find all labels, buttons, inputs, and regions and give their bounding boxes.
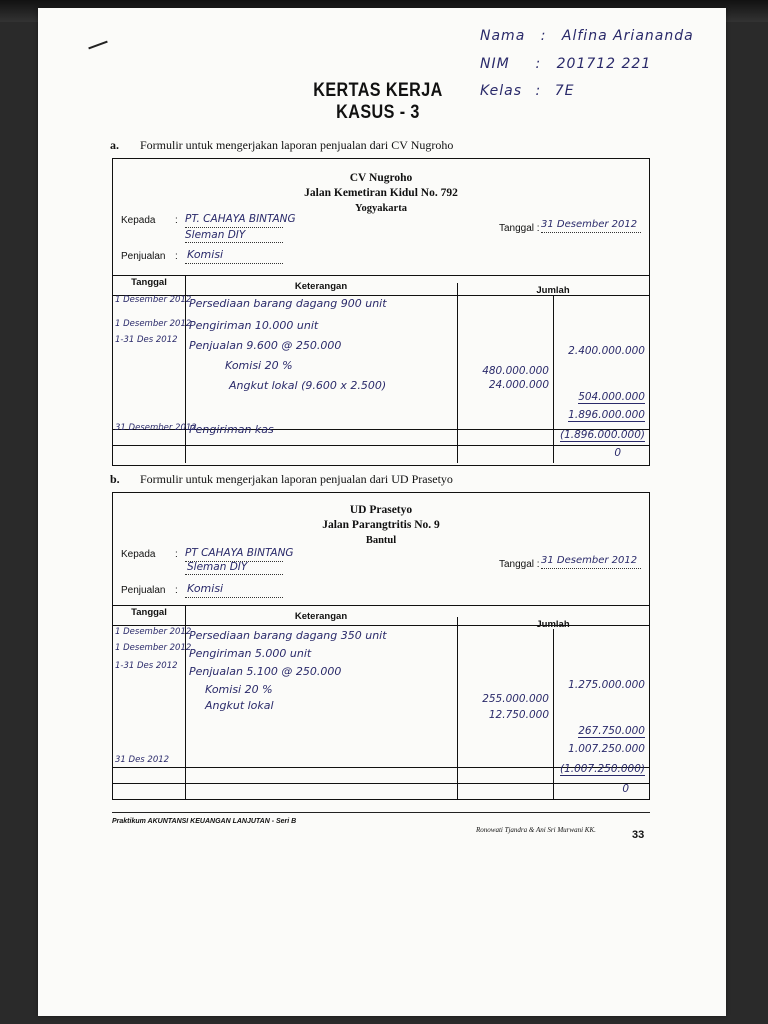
col-tanggal: Tanggal — [131, 607, 167, 618]
page-number: 33 — [632, 829, 645, 841]
footer-authors: Ronowati Tjandra & Ani Sri Murwani KK. — [476, 826, 596, 834]
kepada-label: Kepada — [121, 215, 156, 226]
penjualan-label: Penjualan — [121, 585, 166, 596]
tanggal-label: Tanggal : — [499, 559, 540, 570]
company-name: UD Prasetyo — [349, 504, 413, 516]
footer-rule — [112, 812, 650, 813]
section-a-caption: a. Formulir untuk mengerjakan laporan penjualan dari CV Nugroho — [110, 138, 454, 152]
amount-kas: (1.896.000.000) — [559, 429, 645, 441]
row-desc: Angkut lokal (9.600 x 2.500) — [229, 379, 387, 392]
form-a: CV Nugroho Jalan Kemetiran Kidul No. 792 Yogyakarta Kepada : PT. CAHAYA BINTANG Sleman DIY Tanggal : 31 Desember 2012 Penjualan : Komisi Tanggal Keterangan Jumlah 1 Desember 2012 Persediaan barang dagang 900 unit 1 Desember 2012 Pengiriman 10.000 unit 1-31 Des 2012 Penjualan 9.600 @ 250.000 Komisi 20 % Angkut lokal (9.600 x 2.500) 31 Desember 2012 Pengiriman kas 480.000.000 24.000.000 2.400.000.000 504.000.000 1.896.000.000 (1.896.000.000) 0 — [112, 158, 650, 466]
row-date: 1 Desember 2012 — [115, 319, 192, 329]
nama-value: Alfina Ariananda — [561, 28, 694, 44]
row-desc: Komisi 20 % — [205, 683, 273, 696]
nim-label: NIM — [480, 56, 510, 72]
kelas-value: 7E — [554, 83, 575, 99]
row-date: 1 Desember 2012 — [115, 295, 192, 305]
tanggal-value: 31 Desember 2012 — [541, 219, 638, 230]
row-desc: Penjualan 5.100 @ 250.000 — [189, 665, 342, 678]
amount-angkut: 12.750.000 — [488, 709, 549, 721]
amount-total-beban: 267.750.000 — [578, 725, 645, 737]
col-jumlah: Jumlah — [536, 619, 570, 630]
amount-kas: (1.007.250.000) — [559, 763, 645, 775]
row-date: 1-31 Des 2012 — [115, 661, 178, 671]
row-desc: Persediaan barang dagang 350 unit — [189, 629, 387, 642]
kepada-value-2: Sleman DIY — [185, 229, 246, 241]
row-desc: Pengiriman 10.000 unit — [189, 319, 319, 332]
amount-total-beban: 504.000.000 — [578, 391, 645, 403]
amount-net: 1.896.000.000 — [568, 409, 645, 421]
nama-row: Nama : Alfina Ariananda — [480, 28, 694, 44]
amount-saldo: 0 — [614, 447, 621, 459]
col-tanggal: Tanggal — [131, 277, 167, 288]
penjualan-value: Komisi — [187, 582, 224, 595]
nim-row: NIM : 201712 221 — [480, 56, 652, 72]
row-desc: Pengiriman 5.000 unit — [189, 647, 312, 660]
penjualan-label: Penjualan — [121, 251, 166, 262]
kepada-value-1: PT CAHAYA BINTANG — [185, 547, 294, 559]
footer-series: Praktikum AKUNTANSI KEUANGAN LANJUTAN - Seri B — [112, 818, 297, 825]
col-keterangan: Keterangan — [294, 611, 348, 622]
kelas-label: Kelas — [480, 83, 523, 99]
company-city: Bantul — [365, 535, 397, 546]
company-name: CV Nugroho — [349, 172, 413, 184]
row-desc: Persediaan barang dagang 900 unit — [189, 297, 387, 310]
form-b: UD Prasetyo Jalan Parangtritis No. 9 Bantul Kepada : PT CAHAYA BINTANG Sleman DIY Tanggal : 31 Desember 2012 Penjualan : Komisi Tanggal Keterangan Jumlah 1 Desember 2012 Persediaan barang dagang 350 unit 1 Desember 2012 Pengiriman 5.000 unit 1-31 Des 2012 Penjualan 5.100 @ 250.000 Komisi 20 % Angkut lokal 31 Des 2012 255.000.000 12.750.000 1.275.000.000 267.750.000 1.007.250.000 (1.007.250.000) 0 — [112, 492, 650, 800]
row-desc: Pengiriman kas — [189, 423, 274, 436]
nama-label: Nama — [480, 28, 526, 44]
kelas-row: Kelas : 7E — [480, 83, 575, 99]
row-date: 1 Desember 2012 — [115, 643, 192, 653]
penjualan-value: Komisi — [187, 248, 224, 261]
col-keterangan: Keterangan — [294, 281, 348, 292]
page-title: KERTAS KERJA — [313, 80, 443, 101]
kepada-value-1: PT. CAHAYA BINTANG — [185, 213, 296, 225]
kepada-label: Kepada — [121, 549, 156, 560]
kepada-value-2: Sleman DIY — [187, 561, 248, 573]
amount-penjualan: 1.275.000.000 — [568, 679, 645, 691]
amount-penjualan: 2.400.000.000 — [568, 345, 645, 357]
amount-saldo: 0 — [622, 783, 629, 795]
row-date: 31 Des 2012 — [115, 755, 170, 765]
section-b-caption: b. Formulir untuk mengerjakan laporan penjualan dari UD Prasetyo — [110, 472, 453, 486]
nim-value: 201712 221 — [556, 56, 652, 72]
row-desc: Komisi 20 % — [225, 359, 293, 372]
row-desc: Angkut lokal — [205, 699, 274, 712]
row-desc: Penjualan 9.600 @ 250.000 — [189, 339, 342, 352]
row-date: 1-31 Des 2012 — [115, 335, 178, 345]
company-city: Yogyakarta — [355, 203, 407, 214]
amount-komisi: 480.000.000 — [482, 365, 549, 377]
tanggal-value: 31 Desember 2012 — [541, 555, 638, 566]
amount-komisi: 255.000.000 — [482, 693, 549, 705]
page-subtitle: KASUS - 3 — [336, 102, 420, 123]
company-address: Jalan Kemetiran Kidul No. 792 — [304, 187, 458, 199]
col-jumlah: Jumlah — [536, 285, 570, 296]
amount-net: 1.007.250.000 — [568, 743, 645, 755]
company-address: Jalan Parangtritis No. 9 — [322, 519, 440, 531]
tanggal-label: Tanggal : — [499, 223, 540, 234]
row-date: 31 Desember 2012 — [115, 423, 197, 433]
row-date: 1 Desember 2012 — [115, 627, 192, 637]
amount-angkut: 24.000.000 — [488, 379, 549, 391]
